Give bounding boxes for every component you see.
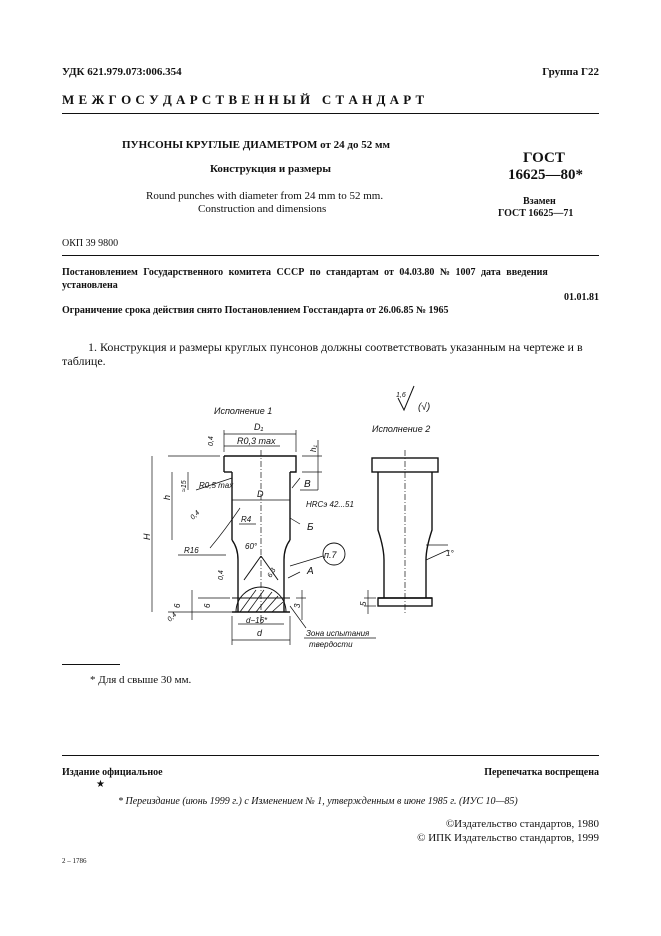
dim-3: 3 [293, 603, 302, 608]
zone-label-2: твердости [309, 640, 353, 649]
reprint-label: Перепечатка воспрещена [484, 767, 599, 778]
copyright-1: ©Издательство стандартов, 1980 [445, 818, 599, 830]
label-6: Б [307, 522, 314, 533]
gost-number: 16625—80* [508, 167, 583, 183]
roughness-paren: (√) [418, 402, 431, 413]
dim-D: D [257, 489, 264, 499]
print-code: 2 – 1786 [62, 857, 87, 865]
roughness-small-3: 0,4 [218, 570, 225, 580]
dim-H: H [142, 533, 152, 540]
roughness-small-2: 0,4 [189, 509, 202, 522]
star-icon: ★ [96, 779, 105, 790]
page-title: ПУНСОНЫ КРУГЛЫЕ ДИАМЕТРОМ от 24 до 52 мм [122, 139, 390, 151]
restriction-note: Ограничение срока действия снято Постановлением Госстандарта от 26.06.85 № 1965 [62, 305, 449, 316]
hatch-lines [240, 590, 283, 612]
title-subtitle: Конструкция и размеры [210, 163, 331, 175]
punch-neck-right [284, 540, 290, 612]
paragraph-1-line2: таблице. [62, 354, 106, 368]
edition-label: Издание официальное [62, 767, 163, 778]
roughness-value: 1,6 [396, 392, 406, 399]
roughness-small-1: 0,4 [208, 436, 215, 446]
roughness-small-4: 6,3 [266, 567, 278, 579]
dim-D1: D₁ [254, 422, 264, 432]
dim-d16: d−16* [246, 616, 268, 625]
angle-1: 1° [446, 549, 454, 558]
v2-body-left [378, 472, 384, 598]
dim-R05: R0,5 max [199, 481, 234, 490]
footer-rule [62, 755, 599, 756]
title-en-line1: Round punches with diameter from 24 mm to 52 mm. [146, 190, 384, 202]
dim-approx15: ≈15 [181, 480, 188, 492]
dim-6-inner: 6 [203, 603, 212, 608]
dim-R4: R4 [241, 515, 252, 524]
title-en-line2: Construction and dimensions [198, 203, 327, 215]
dim-R03: R0,3 max [237, 436, 276, 446]
group-code: Группа Г22 [542, 66, 599, 78]
label-p7: п.7 [324, 550, 337, 560]
dim-6: 6 [173, 603, 182, 608]
replaces-label: Взамен [523, 196, 556, 207]
v2-body-right [426, 472, 432, 598]
replaces-value: ГОСТ 16625—71 [498, 208, 574, 219]
decree-line1: Постановлением Государственного комитета СССР по стандартам от 04.03.80 № 1007 дата введения [62, 267, 548, 278]
label-A: А [307, 566, 314, 577]
version2-label: Исполнение 2 [372, 424, 431, 434]
copyright-2: © ИПК Издательство стандартов, 1999 [417, 832, 599, 844]
reissue-note: * Переиздание (июнь 1999 г.) с Изменением № 1, утвержденным в июне 1985 г. (ИУС 10—85) [118, 796, 518, 807]
dim-R16: R16 [184, 546, 199, 555]
punch-head-outline [224, 456, 296, 472]
cone-line-left [244, 556, 261, 580]
udk-code: УДК 621.979.073:006.354 [62, 66, 182, 78]
footnote: * Для d свыше 30 мм. [90, 674, 192, 686]
roughness-small-5: 0,4 [166, 611, 179, 624]
version1-label: Исполнение 1 [214, 406, 273, 416]
label-hardness: HRCэ 42...51 [306, 500, 354, 509]
label-B: В [304, 479, 311, 490]
gost-label: ГОСТ [523, 150, 565, 166]
footnote-rule [62, 664, 120, 665]
standard-type: М Е Ж Г О С У Д А Р С Т В Е Н Н Ы Й С Т А Н Д А Р Т [62, 92, 425, 107]
paragraph-1-line1: 1. Конструкция и размеры круглых пунсонов должны соответствовать указанным на чертеже и в [88, 340, 583, 354]
decree-date: 01.01.81 [564, 292, 599, 303]
decree-line2: установлена [62, 280, 118, 291]
dim-5: 5 [359, 601, 368, 606]
okp-code: ОКП 39 9800 [62, 238, 119, 249]
zone-label-1: Зона испытания [306, 629, 370, 638]
dim-d: d [257, 628, 263, 638]
dim-h1: h₁ [309, 445, 318, 452]
dim-h: h [162, 494, 172, 500]
punch-neck-left [232, 540, 238, 612]
dim-60: 60° [245, 542, 258, 551]
